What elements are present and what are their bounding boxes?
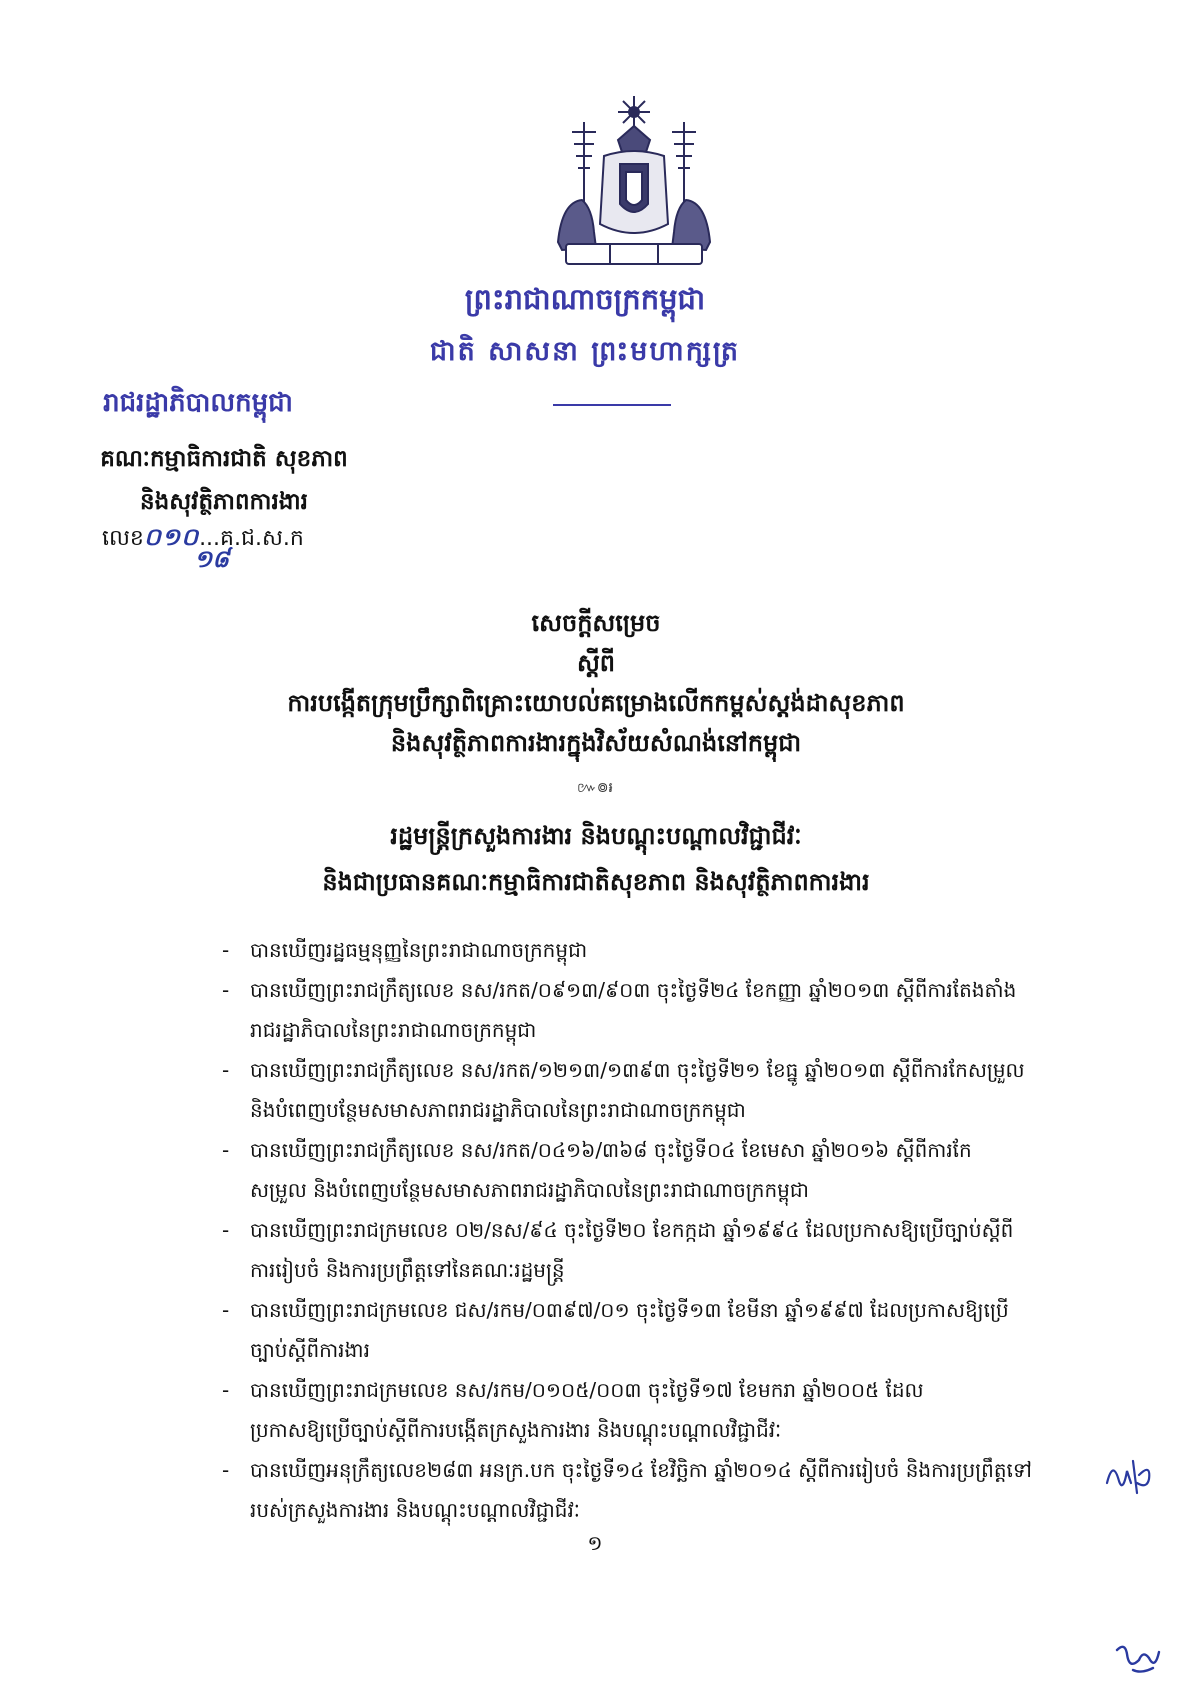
section-ornament: ៚៙៛ <box>577 780 613 796</box>
authority-line-2: និងជាប្រធានគណៈកម្មាធិការជាតិសុខភាព និងសុវត្ថិភាពការងារ <box>322 868 870 896</box>
issuing-authority <box>246 813 946 905</box>
list-item: - បានឃើញព្រះរាជក្រមលេខ ០២/នស/៩៤ ចុះថ្ងៃទី២០ ខែកក្កដា ឆ្នាំ១៩៩៤ ដែលប្រកាសឱ្យប្រើច្បាប់ស្តីពី ការរៀបចំ និងការប្រព្រឹត្តទៅនៃគណៈរដ្ឋមន្ត្រី <box>222 1218 1014 1282</box>
decision-subject-line-2: និងសុវត្ថិភាពការងារក្នុងវិស័យសំណង់នៅកម្ពុជា <box>390 729 802 757</box>
committee-line-1: គណៈកម្មាធិការជាតិ សុខភាព <box>100 446 348 472</box>
list-item: - បានឃើញព្រះរាជក្រឹត្យលេខ នស/រកត/០៤១៦/៣៦៨ ចុះថ្ងៃទី០៤ ខែមេសា ឆ្នាំ២០១៦ ស្តីពីការកែ សម្រួល និងបំពេញបន្ថែមសមាសភាពរាជរដ្ឋាភិបាលនៃព្រះរាជាណាចក្រកម្ពុជា <box>222 1138 972 1202</box>
reference-prefix: លេខ <box>102 526 144 551</box>
issuing-committee <box>74 438 374 524</box>
list-item: - បានឃើញព្រះរាជក្រឹត្យលេខ នស/រកត/០៩១៣/៩០៣ ចុះថ្ងៃទី២៤ ខែកញ្ញា ឆ្នាំ២០១៣ ស្តីពីការតែងតាំង រាជរដ្ឋាភិបាលនៃព្រះរាជាណាចក្រកម្ពុជា <box>222 978 1017 1042</box>
national-motto: ជាតិ សាសនា ព្រះមហាក្សត្រ <box>429 336 741 367</box>
handwritten-reference-number: ០១០ <box>143 522 200 551</box>
decision-subject-line-1: ការបង្កើតក្រុមប្រឹក្សាពិគ្រោះយោបល់គម្រោងលើកកម្ពស់ស្តង់ដាសុខភាព <box>287 689 905 717</box>
decision-type: សេចក្តីសម្រេច <box>531 609 661 637</box>
committee-line-2: និងសុវត្ថិភាពការងារ <box>140 489 308 515</box>
list-item: - បានឃើញព្រះរាជក្រឹត្យលេខ នស/រកត/១២១៣/១៣៩៣ ចុះថ្ងៃទី២១ ខែធ្នូ ឆ្នាំ២០១៣ ស្តីពីការកែសម្រួល និងបំពេញបន្ថែមសមាសភាពរាជរដ្ឋាភិបាលនៃព្រះរាជាណាចក្រកម្ពុជា <box>222 1058 1025 1122</box>
handwritten-initials-icon <box>1103 1453 1155 1497</box>
list-item: - បានឃើញអនុក្រឹត្យលេខ២៨៣ អនក្រ.បក ចុះថ្ងៃទី១៤ ខែវិច្ឆិកា ឆ្នាំ២០១៤ ស្តីពីការរៀបចំ និងការប្រព្រឹត្តទៅ របស់ក្រសួងការងារ និងបណ្តុះបណ្តាលវិជ្ជាជីវៈ <box>222 1458 1032 1522</box>
list-item: - បានឃើញព្រះរាជក្រមលេខ នស/រកម/០១០៥/០០៣ ចុះថ្ងៃទី១៧ ខែមករា ឆ្នាំ២០០៥ ដែល ប្រកាសឱ្យប្រើច្បាប់ស្តីពីការបង្កើតក្រសួងការងារ និងបណ្តុះបណ្តាលវិជ្ជាជីវៈ <box>222 1378 924 1442</box>
list-item: - បានឃើញព្រះរាជក្រមលេខ ជស/រកម/០៣៩៧/០១ ចុះថ្ងៃទី១៣ ខែមីនា ឆ្នាំ១៩៩៧ ដែលប្រកាសឱ្យប្រើ ច្បាប់ស្តីពីការងារ <box>222 1298 1009 1362</box>
decision-about: ស្តីពី <box>576 649 616 677</box>
government-name: រាជរដ្ឋាភិបាលកម្ពុជា <box>103 388 293 418</box>
handwritten-signature-icon <box>1113 1640 1163 1676</box>
page-number: ១ <box>587 1531 603 1555</box>
decision-heading <box>246 603 946 763</box>
reference-number <box>102 522 304 573</box>
list-item: - បានឃើញរដ្ឋធម្មនុញ្ញនៃព្រះរាជាណាចក្រកម្ពុជា <box>222 938 588 962</box>
legal-references-list <box>222 930 1102 1530</box>
handwritten-reference-year: ១៨ <box>194 544 230 573</box>
royal-coat-of-arms-icon <box>548 92 720 270</box>
authority-line-1: រដ្ឋមន្ត្រីក្រសួងការងារ និងបណ្តុះបណ្តាលវិជ្ជាជីវៈ <box>390 822 802 850</box>
kingdom-name: ព្រះរាជាណាចក្រកម្ពុជា <box>464 282 706 316</box>
motto-divider <box>553 404 671 406</box>
reference-suffix: ...គ.ជ.ស.ក <box>199 526 304 551</box>
